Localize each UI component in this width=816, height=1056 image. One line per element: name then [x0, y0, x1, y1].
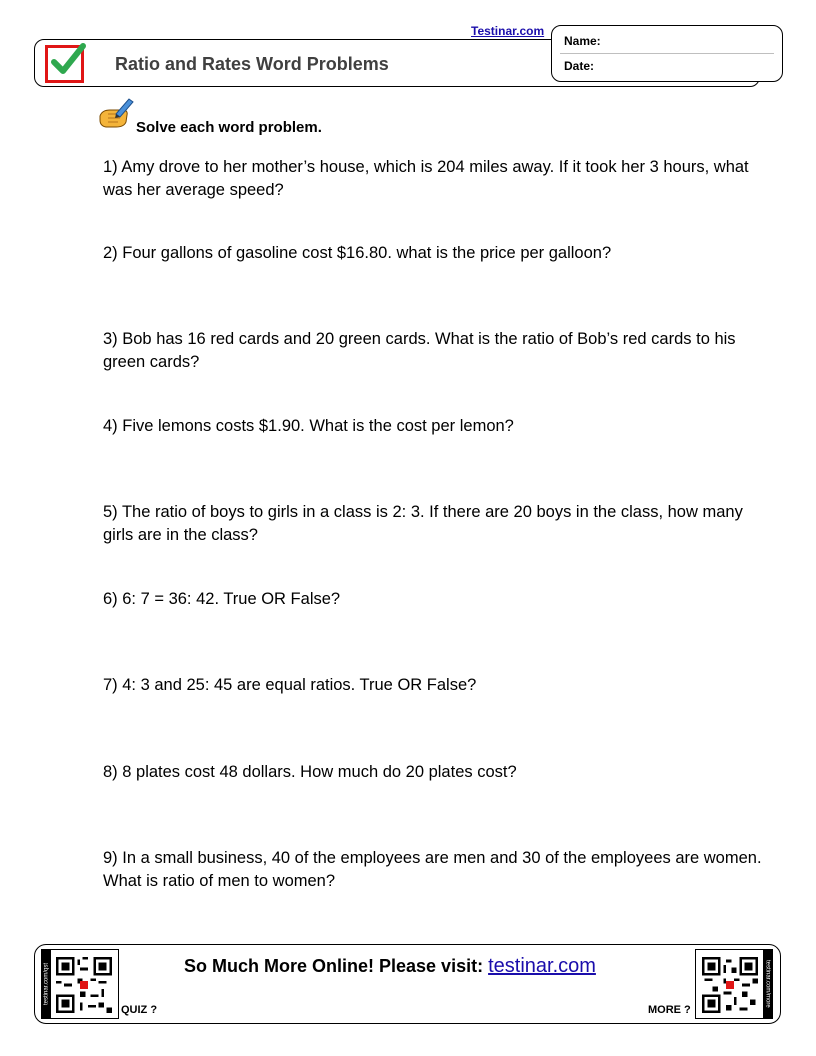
checkmark-icon — [49, 40, 89, 80]
question-1: 1) Amy drove to her mother’s house, which is 204 miles away. If it took her 3 hours, what was her average speed? — [103, 158, 749, 199]
name-date-box — [551, 25, 783, 82]
question-6: 6) 6: 7 = 36: 42. True OR False? — [103, 590, 341, 608]
question-3: 3) Bob has 16 red cards and 20 green cards. What is the ratio of Bob’s red cards to his green cards? — [103, 330, 736, 371]
instruction-text: Solve each word problem. — [136, 119, 322, 136]
question-2: 2) Four gallons of gasoline cost $16.80. what is the price per galloon? — [103, 244, 612, 262]
site-link[interactable]: Testinar.com — [471, 24, 545, 38]
more-label: MORE ? — [648, 1004, 691, 1016]
pencil-hand-icon — [98, 96, 136, 132]
more-qr[interactable] — [695, 949, 773, 1019]
side-strip: testinar.com/qst — [42, 950, 51, 1018]
footer-link[interactable]: testinar.com — [488, 955, 596, 977]
side-strip: testinar.com/more — [763, 950, 772, 1018]
date-field[interactable]: Date: — [564, 59, 595, 73]
question-9: 9) In a small business, 40 of the employees are men and 30 of the employees are women. What is ratio of men to women? — [103, 849, 762, 890]
footer-message: So Much More Online! Please visit: — [184, 956, 484, 976]
page-title: Ratio and Rates Word Problems — [115, 54, 389, 74]
qr-code-icon — [702, 957, 758, 1013]
quiz-qr[interactable] — [41, 949, 119, 1019]
question-7: 7) 4: 3 and 25: 45 are equal ratios. True OR False? — [103, 676, 477, 694]
logo — [45, 45, 84, 83]
question-5: 5) The ratio of boys to girls in a class is 2: 3. If there are 20 boys in the class, how many girls are in the class? — [103, 503, 743, 544]
name-field[interactable]: Name: — [564, 34, 601, 48]
quiz-label: QUIZ ? — [121, 1004, 158, 1016]
qr-code-icon — [56, 957, 112, 1013]
footer-text — [184, 955, 596, 978]
question-4: 4) Five lemons costs $1.90. What is the cost per lemon? — [103, 417, 514, 435]
question-8: 8) 8 plates cost 48 dollars. How much do 20 plates cost? — [103, 763, 517, 781]
divider — [560, 53, 774, 54]
